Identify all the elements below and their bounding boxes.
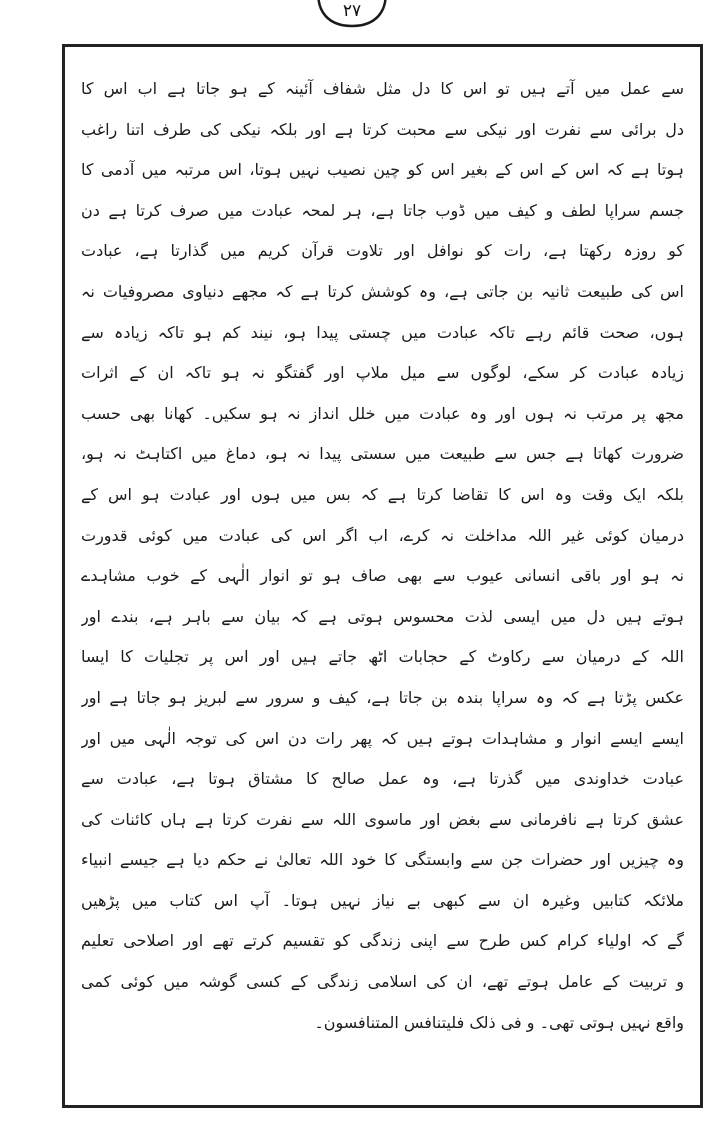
text-line: جسم سراپا لطف و کیف میں ڈوب جاتا ہے، ہر لمحہ عبادت میں صرف کرتا ہے دن: [81, 200, 684, 220]
text-line: مجھ پر مرتب نہ ہوں اور وہ عبادت میں خلل انداز نہ ہو سکیں۔ کھانا بھی حسب: [81, 403, 684, 423]
text-line: اللہ کے درمیان سے رکاوٹ کے حجابات اٹھ جاتے ہیں اور اس پر تجلیات کا ایسا: [81, 647, 684, 667]
text-line: عبادت خداوندی میں گذرتا ہے، وہ عمل صالح کا مشتاق ہوتا ہے، عبادت سے: [81, 769, 684, 789]
text-line: ہوں، صحت قائم رہے تاکہ عبادت میں چستی پیدا ہو، نیند کم ہو تاکہ زیادہ سے: [81, 322, 684, 342]
text-line: اس کی طبیعت ثانیہ بن جاتی ہے، وہ کوشش کرتا ہے کہ مجھے دنیاوی مصروفیات نہ: [81, 281, 684, 301]
page-number: ٢٧: [342, 1, 362, 21]
body-paragraph: [81, 69, 684, 1043]
text-line: درمیان کوئی غیر اللہ مداخلت نہ کرے، اب اگر اس کی عبادت میں کوئی قدورت: [81, 525, 684, 545]
text-line: زیادہ عبادت کر سکے، لوگوں سے میل ملاپ اور گفتگو نہ ہو تاکہ ان کے اثرات: [81, 363, 684, 383]
text-line: سے عمل میں آتے ہیں تو اس کا دل مثل شفاف آئینہ کے ہو جاتا ہے اب اس کا: [81, 79, 684, 98]
text-line: ایسے ایسے انوار و مشاہدات ہوتے ہیں کہ پھر رات دن اس کی توجہ الٰہی میں اور: [81, 728, 684, 748]
page-border: [62, 44, 703, 1108]
text-line: و تربیت کے عامل ہوتے تھے، ان کی اسلامی زندگی کے کسی گوشہ میں کوئی کمی: [81, 972, 684, 992]
text-line: وہ چیزیں اور حضرات جن سے وابستگی کا خود اللہ تعالیٰ نے حکم دیا ہے جیسے انبیاء: [81, 850, 684, 870]
text-line: گے کہ اولیاء کرام کس طرح سے اپنی زندگی کو تقسیم کرتے تھے اور اصلاحی تعلیم: [81, 931, 684, 951]
text-line: ضرورت کھاتا ہے جس سے طبیعت میں سستی پیدا نہ ہو، دماغ میں اکتاہٹ نہ ہو،: [81, 444, 684, 464]
text-line: ہوتا ہے کہ اس کے اس کے بغیر اس کو چین نصیب نہیں ہوتا، اس مرتبہ میں آدمی کا: [81, 160, 684, 180]
text-line: ملائکہ کتابیں وغیرہ ان سے کبھی بے نیاز نہیں ہوتا۔ آپ اس کتاب میں پڑھیں: [81, 890, 684, 910]
text-line: ہوتے ہیں دل میں ایسی لذت محسوس ہوتی ہے کہ بیان سے باہر ہے، بندے اور: [81, 606, 684, 626]
page-header: [0, 0, 725, 34]
text-line: بلکہ ایک وقت وہ اس کا تقاضا کرتا ہے کہ بس میں ہوں اور عبادت ہو اس کے: [81, 484, 684, 504]
text-line: کو روزہ رکھتا ہے، رات کو نوافل اور تلاوت قرآن کریم میں گذارتا ہے، عبادت: [81, 241, 684, 261]
text-line: عکس پڑتا ہے کہ وہ سراپا بندہ بن جاتا ہے، کیف و سرور سے لبریز ہو جاتا ہے اور: [81, 687, 684, 707]
text-line: نہ ہو اور باقی انسانی عیوب سے بھی صاف ہو تو انوار الٰہی کے خوب مشاہدے: [81, 566, 684, 586]
text-line: دل برائی سے نفرت اور نیکی سے محبت کرتا ہے اور بلکہ نیکی کی طرف اتنا راغب: [81, 119, 684, 139]
text-line-last: واقع نہیں ہوتی تھی۔ و فی ذلک فلیتنافس المتنافسون۔: [314, 1012, 684, 1032]
text-line: عشق کرتا ہے نافرمانی سے بغض اور ماسوی اللہ سے نفرت کرتا ہے ہاں کائنات کی: [81, 809, 684, 829]
